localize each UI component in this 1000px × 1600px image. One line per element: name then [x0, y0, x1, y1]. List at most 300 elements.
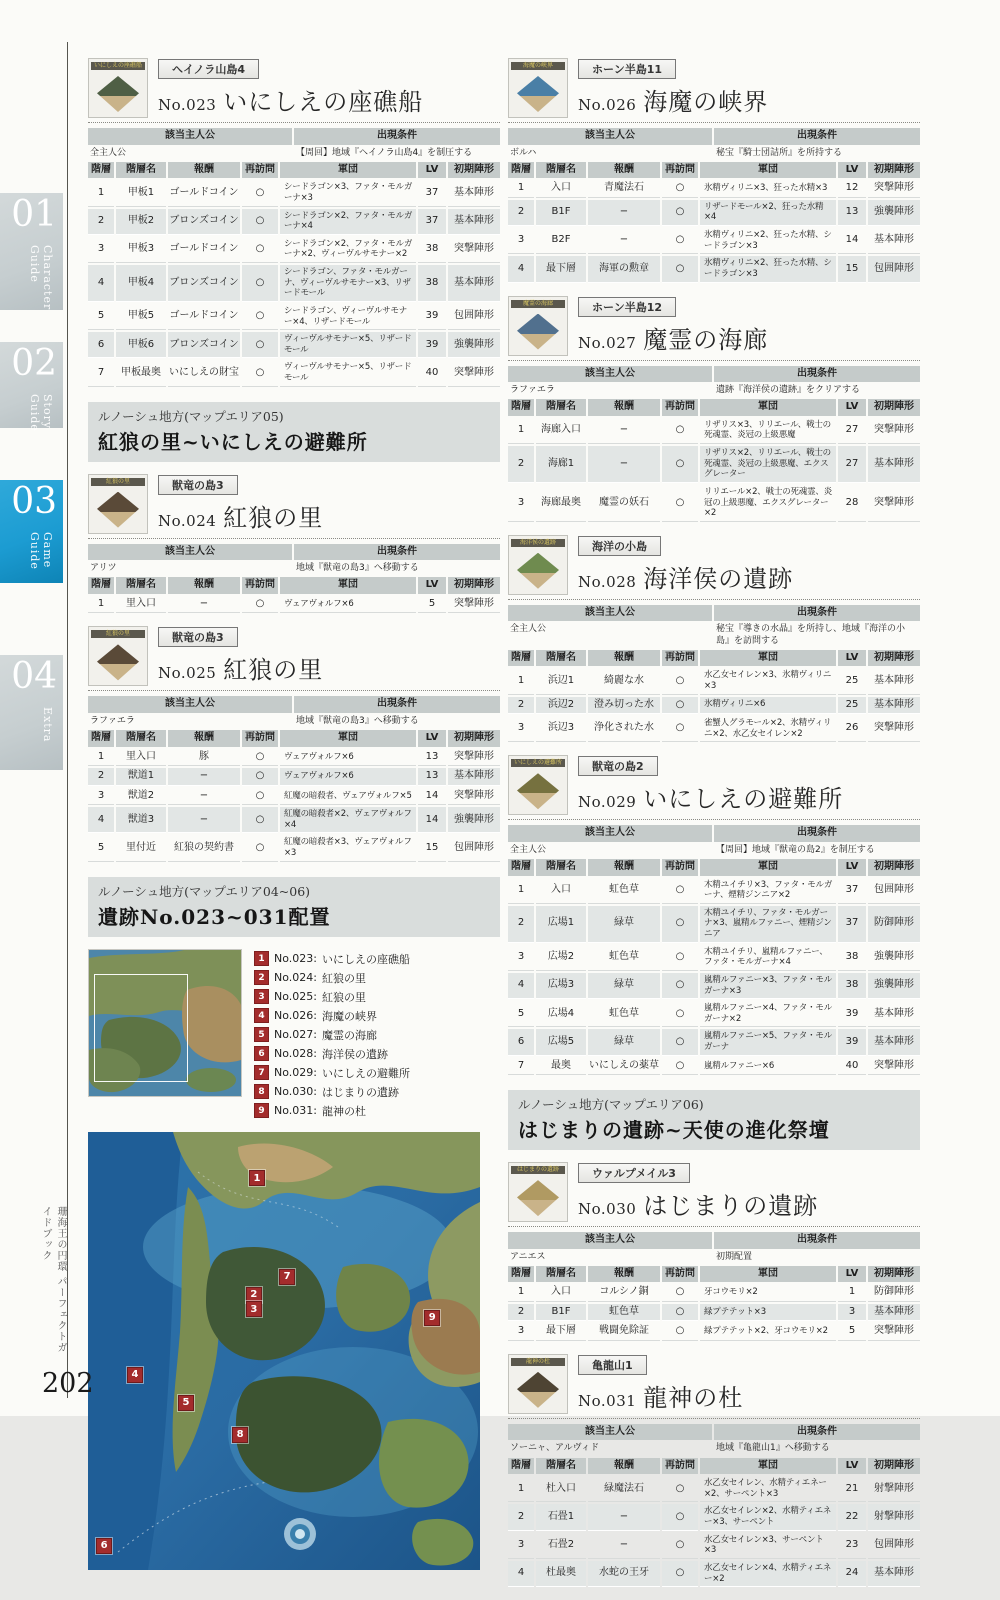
cell-revisit: ○ [242, 835, 278, 861]
condition-value: 秘宝『導きの水晶』を所持し、地域『海洋の小島』を訪問する [716, 624, 906, 646]
cell-floor-name: 浜辺3 [536, 716, 586, 742]
cell-reward: 綺麗な水 [588, 668, 660, 694]
dungeon-number: No.031 [578, 1391, 637, 1410]
dungeon-header [508, 1354, 920, 1419]
dungeon-title-line [578, 320, 920, 355]
floor-column-header: 階層 [88, 730, 114, 747]
formation-column-header: 初期陣形 [448, 577, 500, 594]
dungeon-number: No.025 [158, 664, 217, 683]
hero-value: ラファエラ [510, 385, 555, 395]
revisit-column-header: 再訪問 [242, 577, 278, 594]
cell-lv: 24 [838, 1561, 866, 1587]
cell-lv: 5 [418, 596, 446, 614]
cell-army: 木精ユイチリ、ファタ・モルガーナ×3、嵐精ルファニー、煙精ジンニア [700, 906, 836, 943]
cell-formation: 強襲陣形 [868, 973, 920, 999]
cell-floor-name: 甲板2 [116, 209, 166, 235]
left-column [88, 58, 500, 1570]
condition-column-header: 出現条件 [714, 1232, 920, 1249]
cell-floor: 1 [88, 180, 114, 206]
table-row [508, 668, 920, 694]
cell-army: 氷精ヴィリニ×2、狂った水精、シードラゴン×3 [700, 256, 836, 282]
cell-revisit: ○ [662, 1001, 698, 1027]
lv-column-header: LV [838, 650, 866, 667]
map-tile-graphic [97, 644, 139, 680]
legend-marker-number: 4 [254, 1008, 269, 1023]
cell-army: 嵐精ルファニー×5、ファタ・モルガーナ [700, 1029, 836, 1055]
table-row [508, 1284, 920, 1302]
map-tile-graphic [517, 1180, 559, 1216]
cell-lv: 37 [838, 878, 866, 904]
army-column-header: 軍団 [700, 1266, 836, 1283]
dungeon-map-tile-icon [88, 58, 148, 118]
formation-column-header: 初期陣形 [448, 730, 500, 747]
cell-floor-name: 浜辺2 [536, 697, 586, 715]
table-header-row [508, 1424, 920, 1441]
cell-reward: − [168, 807, 240, 833]
cell-lv: 14 [418, 788, 446, 806]
cell-revisit: ○ [662, 973, 698, 999]
dungeon-map-tile-icon [508, 1162, 568, 1222]
cell-floor: 3 [508, 485, 534, 522]
region-map [88, 1132, 480, 1570]
floor-column-header: 階層 [88, 577, 114, 594]
army-column-header: 軍団 [700, 399, 836, 416]
legend-item [254, 1084, 410, 1100]
cell-lv: 40 [838, 1058, 866, 1076]
table-row [88, 304, 500, 330]
cell-revisit: ○ [242, 265, 278, 302]
cell-floor: 2 [88, 768, 114, 786]
map-marker: 9 [424, 1310, 440, 1326]
legend-dungeon-name: 海魔の峡界 [321, 1009, 377, 1023]
cell-lv: 21 [838, 1476, 866, 1502]
legend-item [254, 951, 410, 967]
dungeon-title-line [578, 1186, 920, 1221]
cell-floor-name: 広場1 [536, 906, 586, 943]
cell-formation: 強襲陣形 [448, 332, 500, 358]
legend-no-label: No.030: [274, 1085, 317, 1099]
table-columns-header-row [88, 577, 500, 594]
cell-reward: 虹色草 [588, 878, 660, 904]
lv-column-header: LV [418, 577, 446, 594]
formation-column-header: 初期陣形 [868, 650, 920, 667]
revisit-column-header: 再訪問 [662, 859, 698, 876]
dungeon-number: No.024 [158, 511, 217, 530]
map-marker: 2 [246, 1287, 262, 1303]
floor-name-column-header: 階層名 [116, 730, 166, 747]
sidebar-tab-number: 02 [11, 343, 57, 384]
cell-revisit: ○ [662, 446, 698, 483]
dungeon-icon-caption: 紅狼の里 [91, 478, 145, 486]
cell-revisit: ○ [662, 200, 698, 226]
legend-marker-number: 7 [254, 1065, 269, 1080]
cell-floor-name: 獣道2 [116, 788, 166, 806]
map-marker: 3 [246, 1301, 262, 1317]
cell-army: シードラゴン、ヴィーヴルサモナー×4、リザードモール [280, 304, 416, 330]
table-row [88, 835, 500, 861]
cell-revisit: ○ [662, 878, 698, 904]
table-row [508, 200, 920, 226]
cell-reward: ゴールドコイン [168, 180, 240, 206]
map-tile-graphic [517, 1372, 559, 1408]
cell-floor-name: 里付近 [116, 835, 166, 861]
cell-floor: 2 [508, 1304, 534, 1322]
dungeon-table [508, 825, 920, 1075]
table-header-row [508, 1232, 920, 1249]
hero-column-header: 該当主人公 [508, 825, 712, 842]
table-row [88, 788, 500, 806]
cell-floor: 1 [88, 749, 114, 767]
cell-army: 嵐精ルファニー×3、ファタ・モルガーナ×3 [700, 973, 836, 999]
cell-formation: 射撃陣形 [868, 1504, 920, 1530]
cell-floor: 5 [88, 304, 114, 330]
cell-formation: 防御陣形 [868, 1284, 920, 1302]
reward-column-header: 報酬 [588, 859, 660, 876]
book-title-vertical: 珊海王の円環 パーフェクトガイドブック [40, 1206, 66, 1354]
cell-reward: − [588, 228, 660, 254]
table-row [88, 360, 500, 386]
legend-no-label: No.028: [274, 1047, 317, 1061]
dungeon-header [508, 1162, 920, 1227]
cell-revisit: ○ [242, 360, 278, 386]
dungeon-number: No.023 [158, 96, 217, 114]
cell-floor: 2 [508, 697, 534, 715]
hero-column-header: 該当主人公 [88, 696, 292, 713]
condition-value: 遺跡『海洋侯の遺跡』をクリアする [716, 385, 861, 395]
cell-floor: 3 [508, 228, 534, 254]
map-marker: 4 [127, 1367, 143, 1383]
cell-formation: 強襲陣形 [868, 945, 920, 971]
table-columns-header-row [88, 162, 500, 179]
dungeon-header [508, 755, 920, 820]
dungeon-title: いにしえの座礁船 [223, 88, 424, 116]
table-row [88, 749, 500, 767]
revisit-column-header: 再訪問 [662, 1266, 698, 1283]
table-row [88, 237, 500, 263]
hero-value: アリツ [90, 563, 117, 574]
cell-floor-name: 甲板5 [116, 304, 166, 330]
legend-item [254, 1046, 410, 1062]
dungeon-header [508, 535, 920, 600]
cell-lv: 25 [838, 697, 866, 715]
region-section-subtitle: ルノーシュ地方(マップエリア06) [518, 1097, 704, 1113]
dungeon-table [88, 544, 500, 614]
hero-value: ボルハ [510, 147, 537, 158]
table-row [508, 418, 920, 444]
dungeon-header [508, 296, 920, 361]
cell-floor: 1 [508, 1284, 534, 1302]
cell-revisit: ○ [662, 256, 698, 282]
cell-floor: 1 [508, 878, 534, 904]
hero-value: 全主人公 [90, 147, 127, 158]
dungeon-title-line [158, 82, 500, 117]
dungeon-header [88, 474, 500, 539]
cell-revisit: ○ [242, 304, 278, 330]
dungeon-number: No.027 [578, 333, 637, 352]
table-columns-header-row [508, 162, 920, 179]
dungeon-icon-caption: はじまりの遺跡 [511, 1166, 565, 1174]
cell-army: シードラゴン、ファタ・モルガーナ、ヴィーヴルサモナー×3、リザードモール [280, 265, 416, 302]
dungeon-title-line [578, 779, 920, 814]
cell-floor-name: 海廊入口 [536, 418, 586, 444]
reward-column-header: 報酬 [588, 162, 660, 179]
cell-reward: コルシノ銅 [588, 1284, 660, 1302]
dungeon-table [88, 696, 500, 861]
cell-formation: 強襲陣形 [868, 200, 920, 226]
cell-lv: 22 [838, 1504, 866, 1530]
cell-formation: 防御陣形 [868, 906, 920, 943]
cell-reward: ゴールドコイン [168, 237, 240, 263]
cell-revisit: ○ [662, 945, 698, 971]
cell-lv: 15 [838, 256, 866, 282]
area-name-tab: 獣竜の島3 [158, 627, 238, 647]
map-tile-graphic [97, 492, 139, 528]
cell-floor-name: 甲板最奥 [116, 360, 166, 386]
formation-column-header: 初期陣形 [868, 1458, 920, 1475]
area-name-tab: 海洋の小島 [578, 536, 661, 556]
cell-formation: 基本陣形 [868, 1304, 920, 1322]
cell-floor: 3 [508, 1533, 534, 1559]
lv-column-header: LV [838, 399, 866, 416]
table-meta-row [88, 147, 500, 160]
cell-floor-name: 広場2 [536, 945, 586, 971]
cell-army: 水乙女セイレン×3、氷精ヴィリニ×3 [700, 668, 836, 694]
cell-formation: 包囲陣形 [868, 878, 920, 904]
table-header-row [88, 696, 500, 713]
cell-revisit: ○ [242, 180, 278, 206]
dungeon-block-no026 [508, 58, 920, 283]
area-name-tab: ホーン半島11 [578, 59, 676, 79]
cell-lv: 37 [838, 906, 866, 943]
cell-reward: 水蛇の王牙 [588, 1561, 660, 1587]
legend-dungeon-name: 紅狼の里 [321, 990, 366, 1004]
dungeon-map-tile-icon [508, 296, 568, 356]
dungeon-table [508, 366, 920, 522]
cell-reward: 戦闘免除証 [588, 1323, 660, 1341]
cell-reward: − [168, 768, 240, 786]
cell-floor: 3 [88, 237, 114, 263]
table-meta-row [508, 1251, 920, 1264]
table-row [508, 945, 920, 971]
dungeon-titles [158, 626, 500, 685]
dungeon-block-no028 [508, 535, 920, 743]
cell-formation: 包囲陣形 [868, 256, 920, 282]
table-columns-header-row [508, 399, 920, 416]
dungeon-block-no023 [88, 58, 500, 387]
legend-dungeon-name: 龍神の杜 [321, 1104, 366, 1118]
map-focus-frame [94, 974, 188, 1082]
table-meta-row [508, 384, 920, 397]
dungeon-table [508, 1424, 920, 1587]
cell-floor: 5 [88, 835, 114, 861]
cell-formation: 射撃陣形 [868, 1476, 920, 1502]
table-meta-row [508, 844, 920, 857]
table-row [508, 697, 920, 715]
cell-reward: ブロンズコイン [168, 332, 240, 358]
dungeon-number: No.028 [578, 572, 637, 591]
table-row [508, 1504, 920, 1530]
table-header-row [88, 128, 500, 145]
cell-floor: 4 [88, 807, 114, 833]
legend-marker-number: 3 [254, 989, 269, 1004]
cell-formation: 突撃陣形 [448, 788, 500, 806]
cell-floor-name: 広場5 [536, 1029, 586, 1055]
table-meta-row [88, 715, 500, 728]
reward-column-header: 報酬 [588, 650, 660, 667]
cell-floor-name: 甲板4 [116, 265, 166, 302]
cell-floor-name: 入口 [536, 180, 586, 198]
cell-revisit: ○ [242, 749, 278, 767]
dungeon-title: 龍神の杜 [643, 1383, 744, 1412]
cell-formation: 基本陣形 [868, 697, 920, 715]
cell-formation: 基本陣形 [868, 228, 920, 254]
cell-floor: 6 [508, 1029, 534, 1055]
cell-army: 水乙女セイレン、水精ティエネー×2、サーペント×3 [700, 1476, 836, 1502]
area-name-tab: ホーン半島12 [578, 297, 676, 317]
cell-floor: 2 [508, 1504, 534, 1530]
dungeon-block-no029 [508, 755, 920, 1075]
cell-floor-name: 入口 [536, 878, 586, 904]
legend-marker-number: 5 [254, 1027, 269, 1042]
cell-revisit: ○ [662, 716, 698, 742]
cell-revisit: ○ [242, 768, 278, 786]
region-section-title: 紅狼の里~いにしえの避難所 [98, 429, 368, 454]
dungeon-block-no025 [88, 626, 500, 861]
cell-floor-name: 海廊最奥 [536, 485, 586, 522]
cell-reward: 魔霊の妖石 [588, 485, 660, 522]
region-map-image [88, 1132, 480, 1570]
cell-army: 氷精ヴィリニ×3、狂った水精×3 [700, 180, 836, 198]
dungeon-map-tile-icon [88, 474, 148, 534]
legend-dungeon-name: はじまりの遺跡 [321, 1085, 399, 1099]
cell-reward: 青魔法石 [588, 180, 660, 198]
dungeon-titles [578, 755, 920, 814]
table-row [88, 332, 500, 358]
map-marker: 5 [178, 1395, 194, 1411]
cell-reward: 豚 [168, 749, 240, 767]
cell-army: 氷精ヴィリニ×6 [700, 697, 836, 715]
cell-lv: 26 [838, 716, 866, 742]
cell-formation: 基本陣形 [448, 768, 500, 786]
cell-revisit: ○ [662, 906, 698, 943]
cell-reward: − [588, 200, 660, 226]
dungeon-title-line [578, 82, 920, 117]
map-tile-graphic [517, 314, 559, 350]
cell-army: 雀蟹人グラモール×2、氷精ヴィリニ×2、水乙女セイレン×2 [700, 716, 836, 742]
reward-column-header: 報酬 [168, 162, 240, 179]
hero-value: ソーニャ、アルヴィド [510, 1443, 600, 1454]
cell-army: 緑プテテット×2、牙コウモリ×2 [700, 1323, 836, 1341]
floor-name-column-header: 階層名 [536, 1458, 586, 1475]
legend-dungeon-name: いにしえの座礁船 [321, 952, 410, 966]
cell-formation: 基本陣形 [868, 1561, 920, 1587]
cell-formation: 突撃陣形 [448, 596, 500, 614]
dungeon-titles [578, 1162, 920, 1221]
table-row [508, 1561, 920, 1587]
cell-floor: 3 [508, 945, 534, 971]
cell-formation: 基本陣形 [868, 1029, 920, 1055]
table-row [88, 209, 500, 235]
floor-name-column-header: 階層名 [536, 399, 586, 416]
cell-army: ヴェアヴォルフ×6 [280, 768, 416, 786]
dungeon-header [88, 58, 500, 123]
cell-floor-name: 里入口 [116, 749, 166, 767]
hero-column-header: 該当主人公 [508, 605, 712, 622]
dungeon-map-tile-icon [508, 1354, 568, 1414]
table-row [88, 768, 500, 786]
reward-column-header: 報酬 [588, 1458, 660, 1475]
lv-column-header: LV [838, 162, 866, 179]
table-row [508, 1001, 920, 1027]
cell-floor: 2 [508, 446, 534, 483]
dungeon-table [508, 605, 920, 743]
dungeon-block-no027 [508, 296, 920, 522]
dungeon-title-line [158, 498, 500, 533]
condition-column-header: 出現条件 [294, 544, 500, 561]
sidebar-tab-label: Extra [41, 707, 54, 743]
map-marker: 8 [232, 1427, 248, 1443]
cell-floor: 2 [508, 906, 534, 943]
lv-column-header: LV [838, 859, 866, 876]
cell-army: シードラゴン×2、ファタ・モルガーナ×4 [280, 209, 416, 235]
cell-army: 水乙女セイレン×4、水精ティエネー×2 [700, 1561, 836, 1587]
cell-formation: 突撃陣形 [448, 360, 500, 386]
table-meta-row [508, 623, 920, 648]
cell-army: ヴェアヴォルフ×6 [280, 596, 416, 614]
army-column-header: 軍団 [700, 650, 836, 667]
cell-army: 牙コウモリ×2 [700, 1284, 836, 1302]
cell-floor: 3 [88, 788, 114, 806]
revisit-column-header: 再訪問 [662, 162, 698, 179]
cell-army: 嵐精ルファニー×6 [700, 1058, 836, 1076]
legend-marker-number: 2 [254, 970, 269, 985]
dungeon-title: 海魔の峡界 [643, 88, 769, 116]
cell-revisit: ○ [662, 1561, 698, 1587]
dungeon-title: はじまりの遺跡 [643, 1192, 819, 1221]
cell-lv: 38 [418, 265, 446, 302]
cell-revisit: ○ [662, 1304, 698, 1322]
dungeon-table [508, 1232, 920, 1341]
reward-column-header: 報酬 [588, 1266, 660, 1283]
cell-formation: 突撃陣形 [868, 485, 920, 522]
table-meta-row [508, 1442, 920, 1455]
cell-floor-name: 最下層 [536, 256, 586, 282]
hero-column-header: 該当主人公 [88, 128, 292, 145]
floor-column-header: 階層 [508, 399, 534, 416]
dungeon-title-line [578, 1378, 920, 1413]
cell-formation: 基本陣形 [448, 180, 500, 206]
cell-reward: ゴールドコイン [168, 304, 240, 330]
area-name-tab: 獣竜の島2 [578, 756, 658, 776]
sidebar-tab-number: 01 [11, 194, 57, 235]
legend-item [254, 989, 410, 1005]
cell-formation: 包囲陣形 [448, 304, 500, 330]
cell-revisit: ○ [662, 697, 698, 715]
cell-reward: 紅狼の契約書 [168, 835, 240, 861]
cell-lv: 38 [418, 237, 446, 263]
cell-revisit: ○ [662, 1504, 698, 1530]
lv-column-header: LV [838, 1266, 866, 1283]
sidebar-tab-label: Game Guide [28, 532, 54, 570]
cell-floor: 1 [508, 418, 534, 444]
region-section-header [88, 877, 500, 937]
table-columns-header-row [88, 730, 500, 747]
cell-army: シードラゴン×2、ファタ・モルガーナ×2、ヴィーヴルサモナー×2 [280, 237, 416, 263]
legend-no-label: No.026: [274, 1009, 317, 1023]
overview-map-thumbnail [88, 949, 242, 1097]
cell-army: 紅魔の暗殺者×3、ヴェアヴォルフ×3 [280, 835, 416, 861]
table-row [508, 485, 920, 522]
